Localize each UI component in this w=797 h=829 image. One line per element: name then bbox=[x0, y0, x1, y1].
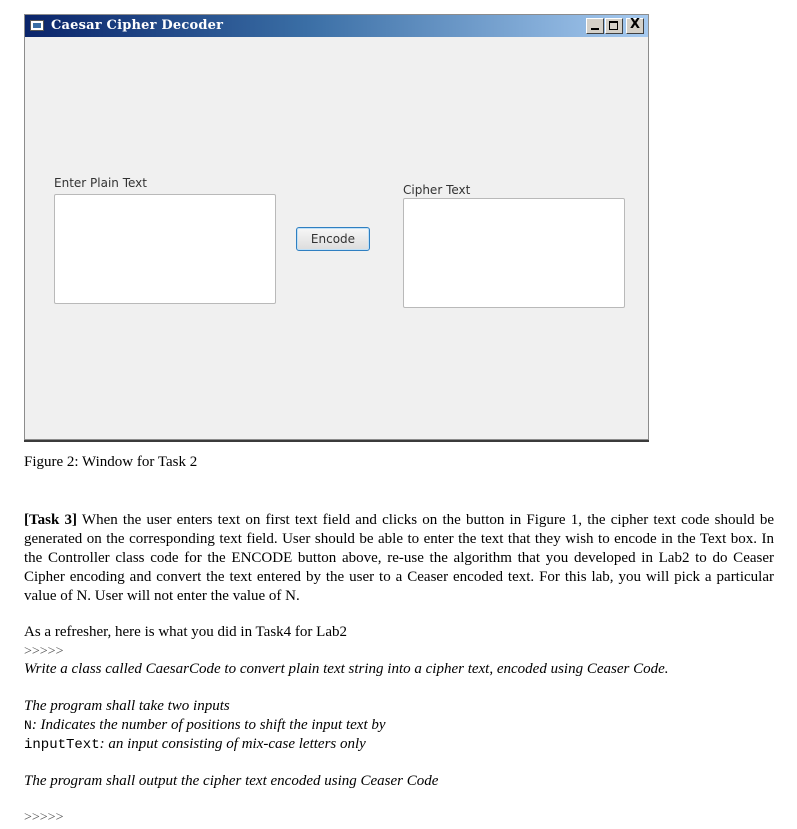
maximize-button[interactable] bbox=[605, 18, 623, 34]
input-n-desc: : Indicates the number of positions to shift the input text by bbox=[31, 717, 386, 733]
cipher-text-label: Cipher Text bbox=[403, 183, 471, 197]
input-text-line bbox=[24, 735, 366, 755]
input-n-line bbox=[24, 716, 386, 735]
close-button[interactable] bbox=[626, 18, 644, 34]
marker-open: >>>>> bbox=[24, 644, 64, 659]
marker-close: >>>>> bbox=[24, 810, 64, 825]
window-controls bbox=[586, 18, 644, 34]
minimize-button[interactable] bbox=[586, 18, 604, 34]
plain-text-label: Enter Plain Text bbox=[54, 176, 147, 190]
maximize-icon bbox=[609, 21, 618, 30]
minimize-icon bbox=[591, 28, 599, 30]
encode-button[interactable]: Encode bbox=[296, 227, 370, 251]
input-text-name: inputText bbox=[24, 737, 100, 753]
figure-caption: Figure 2: Window for Task 2 bbox=[24, 454, 198, 470]
window-title: Caesar Cipher Decoder bbox=[51, 18, 224, 33]
cipher-text-output[interactable] bbox=[403, 198, 625, 308]
task3-body: When the user enters text on first text field and clicks on the button in Figure 1, the cipher text code should be generated on the corresponding text field. User should be able to enter the text that they wish to encode in the Text box. In the Controller class code for the ENCODE button above, re-use the algorithm that you developed in Lab2 to do Ceaser Cipher encoding and convert the text entered by the user to a Ceaser encoded text. For this lab, you will pick a particular value of N. User will not enter the value of N. bbox=[24, 512, 774, 604]
input-n-name: N bbox=[24, 718, 32, 733]
output-line: The program shall output the cipher text encoded using Ceaser Code bbox=[24, 773, 439, 789]
task3-paragraph bbox=[24, 511, 774, 606]
title-bar[interactable] bbox=[25, 15, 648, 37]
app-icon bbox=[30, 20, 44, 31]
refresher-line: As a refresher, here is what you did in Task4 for Lab2 bbox=[24, 624, 347, 640]
input-text-desc: : an input consisting of mix-case letters only bbox=[99, 736, 366, 752]
inputs-intro: The program shall take two inputs bbox=[24, 698, 230, 714]
close-icon: X bbox=[629, 17, 641, 32]
write-class-line: Write a class called CaesarCode to convert plain text string into a cipher text, encoded using Ceaser Code. bbox=[24, 661, 669, 677]
plain-text-input[interactable] bbox=[54, 194, 276, 304]
app-window bbox=[24, 14, 649, 440]
task3-tag: [Task 3] bbox=[24, 512, 77, 528]
